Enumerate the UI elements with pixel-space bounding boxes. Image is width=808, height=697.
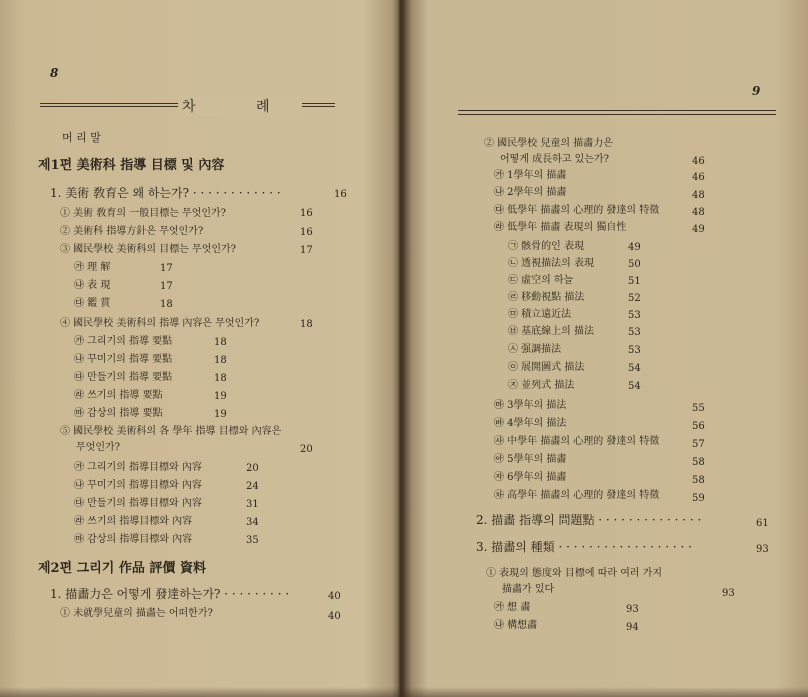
section-2-2[interactable]: 2. 描畵 指導의 問題點 · · · · · · · · · · · · · ·	[476, 513, 702, 527]
toc-item-page: 20	[300, 444, 313, 455]
toc-item-page: 52	[628, 293, 641, 304]
toc-item[interactable]: ㉮ 그리기의 指導 要點	[74, 336, 173, 347]
toc-item[interactable]: ㉥ 基底線上의 描法	[508, 326, 595, 337]
toc-item[interactable]: ㉨ 並列式 描法	[508, 380, 575, 391]
toc-item[interactable]: 描畵가 있다	[502, 584, 555, 595]
toc-item[interactable]: ㉲ 감상의 指導目標와 內容	[74, 534, 193, 545]
toc-item-page: 18	[300, 319, 313, 330]
toc-item[interactable]: ㉮ 1學年의 描畵	[494, 170, 567, 181]
toc-item[interactable]: ㉲ 감상의 指導 要點	[74, 408, 163, 419]
section-2-1-page: 40	[328, 591, 341, 602]
toc-item[interactable]: ㉣ 移動視點 描法	[508, 292, 585, 303]
toc-item[interactable]: ㉵ 5學年의 描畵	[494, 454, 567, 465]
section-2-2-page: 61	[756, 518, 769, 529]
toc-item[interactable]: ㉯ 2學年의 描畵	[494, 187, 567, 198]
toc-item-page: 55	[692, 403, 705, 414]
toc-item-page: 46	[692, 172, 705, 183]
toc-item[interactable]: ① 美術 敎育의 一般目標는 무엇인가?	[60, 208, 227, 219]
toc-item-page: 56	[692, 421, 705, 432]
toc-item[interactable]: ㉶ 6學年의 描畵	[494, 472, 567, 483]
toc-item-page: 17	[160, 281, 173, 292]
book-spine	[392, 0, 412, 697]
section-1-1[interactable]: 1. 美術 敎育은 왜 하는가? · · · · · · · · · · · ·	[50, 186, 281, 200]
toc-item[interactable]: ① 表現의 態度와 目標에 따라 여러 가지	[486, 568, 663, 579]
toc-item[interactable]: ㉦ 强調描法	[508, 344, 562, 355]
toc-item-page: 49	[628, 242, 641, 253]
left-page-number: 8	[50, 66, 59, 80]
section-2-3-page: 93	[756, 544, 769, 555]
toc-item-page: 94	[626, 622, 639, 633]
toc-item-page: 19	[214, 409, 227, 420]
toc-item[interactable]: ㉯ 構想畵	[494, 620, 538, 631]
toc-item[interactable]: ㉰ 만들기의 指導 要點	[74, 372, 173, 383]
toc-item-page: 24	[246, 481, 259, 492]
toc-item-page: 48	[692, 207, 705, 218]
toc-item[interactable]: ㉯ 表 現	[74, 280, 111, 291]
toc-item[interactable]: ㉰ 鑑 賞	[74, 298, 111, 309]
part2-heading[interactable]: 제2편 그리기 作品 評價 資料	[38, 561, 206, 576]
toc-item-page: 17	[160, 263, 173, 274]
toc-item-page: 18	[214, 373, 227, 384]
toc-item[interactable]: ㉱ 쓰기의 指導 要點	[74, 390, 163, 401]
toc-item-page: 48	[692, 190, 705, 201]
toc-item[interactable]: 무엇인가?	[76, 442, 121, 453]
toc-item-page: 17	[300, 245, 313, 256]
toc-item[interactable]: ㉱ 쓰기의 指導目標와 內容	[74, 516, 193, 527]
toc-item[interactable]: ㉠ 骸骨的인 表現	[508, 241, 585, 252]
right-page-rule	[458, 110, 776, 115]
toc-item-page: 93	[722, 588, 735, 599]
toc-item[interactable]: ② 美術科 指導方針은 무엇인가?	[60, 226, 204, 237]
toc-item-page: 54	[628, 363, 641, 374]
page-bottom-edge	[0, 687, 808, 697]
toc-item-page: 49	[692, 224, 705, 235]
toc-item[interactable]: ② 國民學校 兒童의 描畵力은	[484, 138, 613, 149]
section-1-1-page: 16	[334, 189, 347, 200]
toc-item[interactable]: ㉧ 展開圖式 描法	[508, 362, 585, 373]
toc-title: 차 례	[178, 96, 302, 116]
section-2-1[interactable]: 1. 描畵力은 어떻게 發達하는가? · · · · · · · · ·	[50, 587, 290, 601]
toc-item-page: 93	[626, 604, 639, 615]
toc-item-page: 57	[692, 439, 705, 450]
toc-item-page: 35	[246, 535, 259, 546]
toc-item-page: 53	[628, 327, 641, 338]
toc-item-page: 19	[214, 391, 227, 402]
section-2-3[interactable]: 3. 描畵의 種類 · · · · · · · · · · · · · · · · · ·	[476, 540, 692, 554]
part1-heading[interactable]: 제1편 美術科 指導 目標 및 內容	[38, 158, 225, 173]
toc-item-page: 58	[692, 475, 705, 486]
toc-item[interactable]: ㉳ 4學年의 描法	[494, 418, 567, 429]
toc-item[interactable]: ④ 國民學校 美術科의 指導 內容은 무엇인가?	[60, 318, 260, 329]
toc-item-page: 34	[246, 517, 259, 528]
toc-item-page: 16	[300, 227, 313, 238]
toc-item[interactable]: ㉮ 그리기의 指導目標와 內容	[74, 462, 202, 473]
toc-item[interactable]: ㉯ 꾸미기의 指導目標와 內容	[74, 480, 202, 491]
toc-title-block	[40, 92, 335, 116]
toc-item[interactable]: ㉢ 虛空의 하늘	[508, 275, 574, 286]
toc-item-page: 20	[246, 463, 259, 474]
toc-item[interactable]: ③ 國民學校 美術科의 目標는 무엇인가?	[60, 244, 237, 255]
toc-item[interactable]: ㉤ 積立遠近法	[508, 309, 572, 320]
toc-item-page: 40	[328, 611, 341, 622]
toc-item-page: 50	[628, 259, 641, 270]
toc-item-page: 46	[692, 156, 705, 167]
toc-item-page: 18	[214, 355, 227, 366]
toc-item-page: 54	[628, 381, 641, 392]
toc-item-page: 58	[692, 457, 705, 468]
toc-item[interactable]: ① 未就學兒童의 描畵는 어떠한가?	[60, 608, 213, 619]
toc-item[interactable]: ㉱ 低學年 描畵 表現의 獨自性	[494, 222, 627, 233]
toc-item-page: 18	[214, 337, 227, 348]
toc-item-page: 59	[692, 493, 705, 504]
toc-item-page: 18	[160, 299, 173, 310]
toc-item[interactable]: ㉰ 만들기의 指導目標와 內容	[74, 498, 202, 509]
toc-item[interactable]: ㉮ 想 畵	[494, 602, 531, 613]
toc-item[interactable]: ㉮ 理 解	[74, 262, 111, 273]
preface-link[interactable]: 머 리 말	[62, 131, 101, 144]
right-page-number: 9	[752, 84, 761, 98]
toc-item[interactable]: ㉡ 透視描法의 表現	[508, 258, 595, 269]
toc-item[interactable]: ㉲ 3學年의 描法	[494, 400, 567, 411]
toc-item-page: 31	[246, 499, 259, 510]
toc-item[interactable]: ㉷ 高學年 描畵의 心理的 發達의 特徵	[494, 490, 660, 501]
toc-item[interactable]: ㉯ 꾸미기의 指導 要點	[74, 354, 173, 365]
toc-item[interactable]: 어떻게 成長하고 있는가?	[500, 154, 609, 165]
toc-item-page: 51	[628, 276, 641, 287]
toc-item[interactable]: ㉰ 低學年 描畵의 心理的 發達의 特徵	[494, 205, 660, 216]
toc-item-page: 16	[300, 208, 313, 219]
toc-item-page: 53	[628, 310, 641, 321]
toc-item[interactable]: ㉴ 中學年 描畵의 心理的 發達의 特徵	[494, 436, 660, 447]
toc-item-page: 53	[628, 345, 641, 356]
toc-item[interactable]: ⑤ 國民學校 美術科의 各 學年 指導 目標와 內容은	[60, 426, 282, 437]
